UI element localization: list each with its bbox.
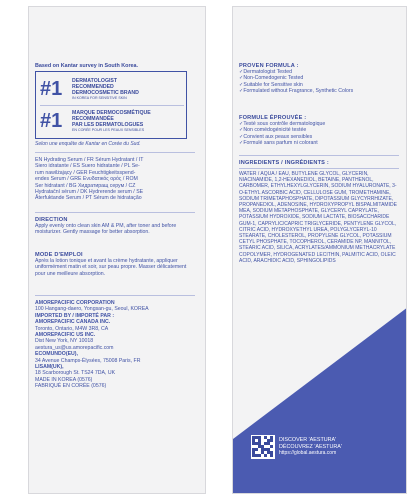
- badge-number: #1: [40, 78, 63, 100]
- mode-emploi-section: [35, 252, 195, 277]
- company-line: 100 Hangang-daero, Yongsan-gu, Seoul, KOREA: [35, 306, 149, 313]
- check-item: ✓ Dermatologist Tested: [239, 69, 399, 75]
- badge-french: [40, 108, 184, 136]
- proven-formula-list: [239, 69, 399, 95]
- formule-eprouvee-section: [239, 115, 399, 147]
- badge-line: MARQUE DERMOCOSMÉTIQUE: [72, 110, 151, 116]
- badge-line: PAR LES DERMATOLOGUES: [72, 122, 144, 128]
- translation-line: Återfuktande Serum / PT Sérum de hidratação: [35, 195, 142, 202]
- qr-cell: [258, 454, 261, 457]
- translation-line: EN Hydrating Serum / FR Sérum Hydratant / IT: [35, 157, 144, 163]
- left-panel: [28, 6, 206, 494]
- discover-block: [279, 437, 399, 457]
- company-line: aestura_us@us.amorepacific.com: [35, 344, 114, 351]
- company-info: [35, 300, 195, 390]
- badge-line: RECOMMANDÉE: [72, 116, 114, 122]
- proven-formula-section: [239, 63, 399, 95]
- company-line: FABRIQUÉ EN CORÉE (0576): [35, 383, 107, 390]
- translation-line: endes Serum / GRE Ενυδατικός ορός / ROM: [35, 176, 138, 183]
- right-panel: [232, 6, 407, 494]
- qr-code-icon[interactable]: [251, 435, 275, 459]
- direction-section: [35, 217, 195, 236]
- company-line: IMPORTED BY / IMPORTÉ PAR :: [35, 312, 115, 319]
- badge-number: #1: [40, 110, 63, 132]
- company-line: 18 Scarborough St. TS24 7DA, UK: [35, 370, 116, 377]
- discover-french: DÉCOUVREZ 'AESTURA': [279, 443, 342, 450]
- qr-cell: [264, 454, 267, 457]
- qr-cell: [270, 445, 273, 448]
- badge-english: [40, 76, 184, 104]
- company-line: AMOREPACIFIC CANADA INC.: [35, 319, 111, 326]
- translation-line: Ser hidratant / BG Хидратиращ серум / CZ: [35, 182, 136, 189]
- mode-emploi-text: Après la lotion tonique et avant la crème hydratante, appliquer uniformément matin et soir, sur peau propre. Masser délicatement pour une meilleure absorption.: [35, 258, 187, 277]
- decorative-blue-shape: [233, 307, 407, 494]
- qr-cell: [270, 439, 273, 442]
- badge-line: DERMOCOSMETIC BRAND: [72, 90, 139, 96]
- badge-subline: EN CORÉE POUR LES PEAUX SENSIBLES: [72, 128, 145, 132]
- badge-line: RECOMMENDED: [72, 84, 114, 90]
- divider: [239, 155, 399, 156]
- translation-line: rum nawilżający / GER Feuchtigkeitsspend-: [35, 169, 136, 176]
- ingredients-section: [239, 160, 401, 264]
- company-line: ECOMUNDO(EU),: [35, 351, 78, 358]
- product-name-translations: [35, 157, 195, 202]
- formule-eprouvee-title: FORMULE ÉPROUVÉE :: [239, 115, 307, 121]
- direction-title: DIRECTION: [35, 217, 68, 223]
- website-link[interactable]: https://global.aestura.com: [279, 450, 337, 457]
- qr-cell: [270, 454, 273, 457]
- check-item: ✓ Formulé sans parfum ni colorant: [239, 140, 399, 146]
- divider: [239, 168, 399, 169]
- check-item: ✓ Non comédogénicité testée: [239, 127, 399, 133]
- formule-eprouvee-list: [239, 121, 399, 147]
- divider: [35, 295, 195, 296]
- direction-text: Apply evenly onto clean skin AM & PM, after toner and before moisturizer. Gently massage for better absorption.: [35, 223, 177, 236]
- ingredients-title: INGREDIENTS / INGRÉDIENTS :: [239, 160, 329, 166]
- company-line: Dist New York, NY 10018: [35, 338, 94, 345]
- company-line: Toronto, Ontario, M4W 3R8, CA: [35, 325, 109, 332]
- company-line: MADE IN KOREA (0576): [35, 376, 93, 383]
- badge-french-text: [72, 110, 184, 133]
- badge-divider: [40, 105, 184, 106]
- badge-caption: Selon une enquête de Kantar en Corée du Sud.: [35, 141, 141, 147]
- translation-line: Hydratační sérum / DK Hydrerende serum / SE: [35, 189, 144, 196]
- ingredients-text: WATER / AQUA / EAU, BUTYLENE GLYCOL, GLYCERIN, NIACINAMIDE, 1,2-HEXANEDIOL, BETAINE, PANTHENOL, CARBOMER, ETHYLHEXYLGLYCERIN, SODIUM HYALURONATE, 3-O-ETHYL ASCORBIC ACID, CELLULOSE GUM, TROMETHAMINE, SODIUM TRIMETAPHOSPHATE, DIPOTASSIUM GLYCYRRHIZATE, PROPANEDIOL, ADENOSINE, HYDROXYPROPYL BISPALMITAMIDE MEA, SODIUM METAPHOSPHATE, GLYCERYL CAPRYLATE, POTASSIUM HYDROXIDE, SODIUM LACTATE, BIOSACCHARIDE GUM-1, CAPRYLIC/CAPRIC TRIGLYCERIDE, PENTYLENE GLYCOL, CITRIC ACID, HYDROXYETHYL UREA, POLYGLYCERYL-10 STEARATE, CHOLESTEROL, PROPYLENE GLYCOL, POTASSIUM CETYL PHOSPHATE, TOCOPHEROL, CERAMIDE NP, MANNITOL, STEARIC ACID, SILICA, ACRYLATES/AMMONIUM METHACRYLATE COPOLYMER, HYDROGENATED LECITHIN, PALMITIC ACID, OLEIC ACID, ARACHIDIC ACID, SPHINGOLIPIDS: [239, 171, 397, 264]
- qr-cell: [255, 448, 258, 451]
- survey-note: Based on Kantar survey in South Korea.: [35, 63, 139, 69]
- discover-english: DISCOVER 'AESTURA': [279, 437, 337, 443]
- check-item: ✓ Suitable for Sensitive skin: [239, 82, 399, 88]
- badge-line: DERMATOLOGIST: [72, 78, 118, 84]
- company-line: LISAM(UK),: [35, 364, 64, 371]
- check-item: ✓ Testé sous contrôle dermatologique: [239, 121, 399, 127]
- divider: [35, 212, 195, 213]
- badge-english-text: [72, 78, 184, 101]
- translation-line: Siero idratante / ES Suero hidratante / PL Se-: [35, 163, 140, 170]
- check-item: ✓ Formulated without Fragrance, Synthetic Colors: [239, 88, 399, 94]
- company-line: 34 Avenue Champs-Élysées, 75008 Paris, FR: [35, 357, 141, 364]
- company-line: AMOREPACIFIC CORPORATION: [35, 300, 115, 306]
- check-item: ✓ Convient aux peaux sensibles: [239, 134, 399, 140]
- badge-subline: IN KOREA FOR SENSITIVE SKIN: [72, 96, 127, 100]
- recommendation-badge: [35, 71, 187, 139]
- mode-emploi-title: MODE D'EMPLOI: [35, 252, 83, 258]
- company-line: AMOREPACIFIC US INC.: [35, 332, 96, 339]
- divider: [35, 152, 195, 153]
- check-item: ✓ Non-Comedogenic Tested: [239, 75, 399, 81]
- proven-formula-title: PROVEN FORMULA :: [239, 63, 299, 69]
